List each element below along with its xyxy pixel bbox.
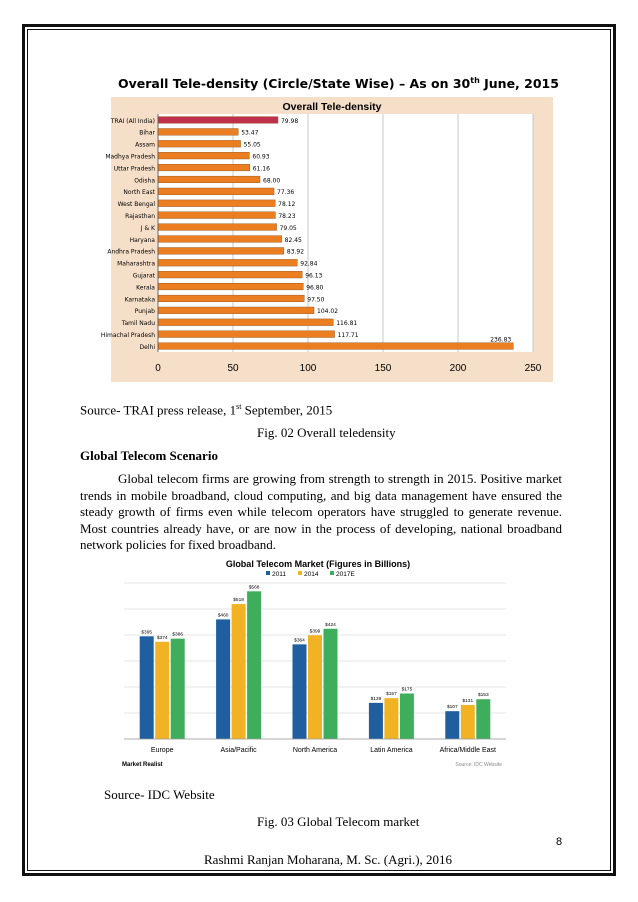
chart2-value-label: $399 [309, 629, 321, 635]
chart2-branding: Market Realist [122, 762, 163, 768]
chart2-value-label: $386 [172, 632, 184, 638]
chart1-category-label: Himachal Pradesh [100, 331, 155, 339]
chart2-bar [232, 604, 246, 739]
chart1-category-label: Odisha [134, 177, 155, 185]
chart2-value-label: $424 [325, 622, 336, 628]
figure2-source: Source- IDC Website [104, 787, 215, 802]
figure1-caption: Fig. 02 Overall teledensity [257, 425, 396, 440]
chart2-legend-label: 2014 [304, 571, 319, 578]
chart1-value-label: 55.05 [243, 141, 261, 149]
chart2-category-label: North America [292, 747, 338, 754]
chart2-bar [369, 703, 383, 739]
chart1-value-label: 96.13 [305, 272, 323, 280]
chart1-plot-area [158, 114, 533, 352]
chart1-value-label: 68.00 [263, 177, 281, 185]
chart2-value-label: $519 [233, 598, 244, 604]
chart1-category-label: Karnataka [124, 296, 155, 304]
chart2-value-label: $139 [370, 696, 382, 702]
chart1-bar [158, 129, 238, 136]
chart1-category-label: Uttar Pradesh [113, 165, 155, 173]
chart1-bar [158, 295, 304, 302]
chart1-category-label: J & K [140, 224, 155, 232]
chart1-value-label: 79.98 [280, 117, 299, 125]
chart2-value-label: $107 [446, 705, 458, 711]
chart1-bar [158, 307, 314, 314]
chart2-bar [140, 636, 154, 739]
chart1-value-label: 79.05 [279, 224, 297, 232]
chart2-value-label: $131 [462, 698, 474, 704]
section-paragraph: Global telecom firms are growing from strength to strength in 2015. Positive market trends in mobile broadband, cloud computing, and big data management have ensured the steady growth of firms even while telecom operators have struggled to generate revenue. Most countries already have, or are now in the process of developing, national broadband network policies for fixed broadband. [80, 471, 562, 552]
chart1-bar [158, 236, 282, 243]
chart2-bar [247, 591, 261, 739]
chart1-category-label: Andhra Pradesh [107, 248, 155, 256]
chart2-bar [384, 698, 398, 739]
global-telecom-chart [118, 557, 514, 775]
chart1-bar [158, 248, 284, 255]
chart1-category-label: North East [123, 189, 155, 197]
chart1-bar [158, 283, 303, 290]
chart1-value-label: 96.80 [306, 284, 324, 292]
chart2-bar [400, 694, 414, 740]
figure1-title: Overall Tele-density (Circle/State Wise) – As on 30th June, 2015 [118, 76, 559, 92]
chart1-tick-label: 250 [524, 363, 542, 374]
chart1-tick-label: 200 [449, 363, 467, 374]
chart1-category-label: Maharashtra [117, 260, 155, 268]
chart1-value-label: 117.71 [337, 331, 359, 339]
chart2-value-label: $157 [386, 692, 397, 698]
chart1-value-label: 97.50 [307, 296, 325, 304]
section-heading: Global Telecom Scenario [80, 448, 218, 463]
chart1-value-label: 77.36 [277, 189, 295, 197]
chart1-value-label: 83.92 [286, 248, 305, 256]
chart1-category-label: Kerala [136, 284, 155, 292]
chart2-bar [171, 639, 185, 739]
chart2-value-label: $175 [401, 687, 413, 693]
chart2-bar [476, 699, 490, 739]
chart1-value-label: 78.23 [278, 212, 296, 220]
chart1-bar [158, 212, 275, 219]
chart1-bar [158, 117, 278, 124]
chart1-category-label: TRAI (All India) [110, 117, 155, 125]
chart1-bar [158, 140, 241, 147]
chart1-category-label: Tamil Nadu [121, 320, 155, 328]
chart2-category-label: Asia/Pacific [220, 747, 257, 754]
chart1-category-label: West Bengal [117, 201, 155, 209]
chart2-category-label: Europe [150, 747, 174, 754]
figure2-caption: Fig. 03 Global Telecom market [257, 814, 420, 829]
figure1-source: Source- TRAI press release, 1st September, 2015 [80, 402, 333, 418]
chart1-bar [158, 152, 249, 159]
chart2-value-label: $364 [294, 638, 305, 644]
chart1-value-label: 104.02 [317, 308, 339, 316]
chart1-category-label: Madhya Pradesh [105, 153, 155, 161]
chart2-value-label: $395 [141, 630, 153, 636]
chart1-category-label: Punjab [134, 308, 155, 316]
chart2-category-label: Africa/Middle East [439, 747, 497, 754]
chart1-bar [158, 188, 274, 195]
page-number: 8 [556, 836, 563, 848]
chart1-tick-label: 0 [155, 363, 161, 374]
chart1-value-label: 82.45 [284, 236, 302, 244]
chart1-bar [158, 271, 302, 278]
chart2-bar [445, 711, 459, 739]
chart1-bar [158, 331, 335, 338]
chart2-legend-swatch [298, 571, 302, 575]
chart1-value-label: 78.12 [278, 201, 296, 209]
footer-author: Rashmi Ranjan Moharana, M. Sc. (Agri.), 2016 [204, 852, 453, 867]
chart1-value-label: 116.81 [336, 320, 358, 328]
chart2-source-note: Source: IDC Website [455, 762, 502, 768]
chart1-value-label: 236.83 [490, 336, 512, 344]
chart1-category-label: Haryana [129, 236, 155, 244]
chart1-tick-label: 50 [227, 363, 239, 374]
chart1-bar [158, 343, 513, 350]
chart1-bar [158, 200, 275, 207]
chart1-title: Overall Tele-density [282, 101, 382, 113]
chart2-title: Global Telecom Market (Figures in Billions) [225, 559, 411, 569]
chart2-bar [461, 705, 475, 739]
chart2-legend-swatch [330, 571, 334, 575]
chart1-value-label: 61.16 [252, 165, 270, 173]
teledensity-chart [100, 97, 553, 382]
chart2-value-label: $460 [217, 613, 229, 619]
chart1-bar [158, 224, 277, 231]
chart1-bar [158, 259, 297, 266]
chart1-category-label: Delhi [139, 343, 155, 351]
chart2-bar [293, 644, 307, 739]
chart2-category-label: Latin America [370, 747, 413, 754]
teledensity-chart-svg [100, 97, 553, 382]
chart2-value-label: $568 [248, 585, 260, 591]
chart2-bar [216, 619, 230, 739]
chart1-category-label: Gujarat [132, 272, 155, 280]
chart2-legend-swatch [266, 571, 270, 575]
chart1-category-label: Assam [135, 141, 155, 149]
chart2-value-label: $153 [477, 693, 489, 699]
chart2-legend-label: 2011 [272, 571, 286, 578]
chart2-value-label: $374 [156, 635, 168, 641]
chart1-bar [158, 319, 333, 326]
chart1-category-label: Bihar [139, 129, 155, 137]
chart1-bar [158, 176, 260, 183]
global-telecom-chart-svg [118, 557, 514, 775]
chart1-category-label: Rajasthan [125, 212, 155, 220]
chart1-tick-label: 100 [299, 363, 317, 374]
chart2-bar [324, 629, 338, 739]
chart1-bar [158, 164, 250, 171]
chart1-value-label: 60.93 [252, 153, 270, 161]
chart2-legend-label: 2017E [336, 571, 355, 578]
chart1-tick-label: 150 [374, 363, 392, 374]
chart1-value-label: 53.47 [241, 129, 259, 137]
chart2-bar [308, 635, 322, 739]
chart1-value-label: 92.84 [300, 260, 318, 268]
chart2-bar [155, 642, 169, 739]
